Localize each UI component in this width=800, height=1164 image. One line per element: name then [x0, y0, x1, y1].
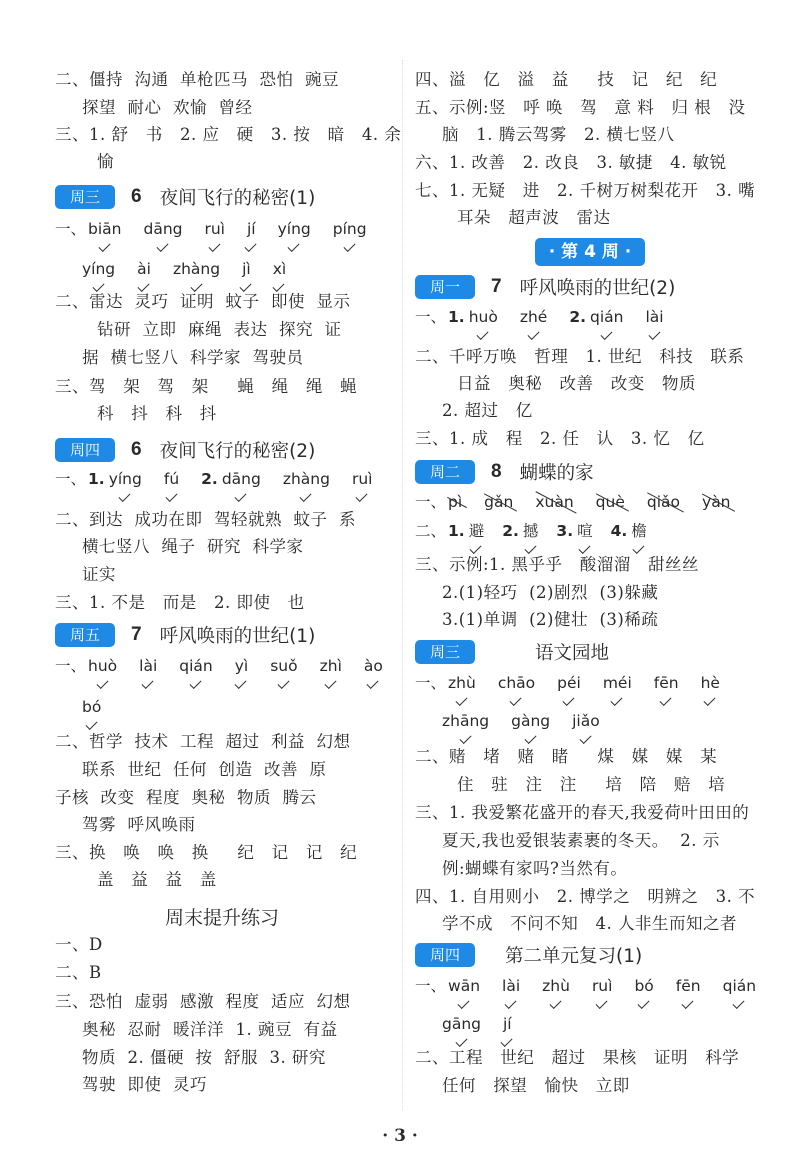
- section-header: [415, 942, 642, 968]
- pinyin-answer-line: [415, 491, 753, 513]
- pinyin-item: méi: [602, 674, 632, 692]
- pinyin-item: yíng: [277, 220, 311, 238]
- pinyin-item: qián: [722, 977, 757, 995]
- answer-line: 学不成 不问不知 4. 人非生而知之者: [442, 914, 737, 933]
- pinyin-item: jì: [242, 260, 251, 278]
- pinyin-answer-line: [442, 1013, 534, 1035]
- question-number: 二、: [415, 522, 447, 540]
- section-header: [55, 437, 315, 463]
- answer-line: 一、D: [55, 935, 103, 954]
- question-number: 一、: [55, 470, 87, 488]
- answer-line: 3.(1)单调 (2)健壮 (3)稀疏: [442, 610, 659, 629]
- answer-line: 二、雷达 灵巧 证明 蚊子 即使 显示: [55, 292, 351, 311]
- pinyin-item: wān: [448, 977, 481, 995]
- answer-line: 夏天,我也爱银装素裹的冬天。 2. 示: [442, 831, 720, 850]
- answer-character: 撼: [522, 522, 539, 540]
- pinyin-answer-line: [415, 975, 778, 997]
- answer-line: 三、驾 架 驾 架 蝇 绳 绳 蝇: [55, 377, 358, 396]
- section-header: [415, 459, 594, 485]
- answer-line: 三、1. 不是 而是 2. 即使 也: [55, 593, 305, 612]
- item-number: 3.: [556, 522, 574, 540]
- pinyin-item: ruì: [204, 220, 225, 238]
- pinyin-answer-line: [82, 696, 123, 718]
- pinyin-item: gǎn: [484, 493, 514, 511]
- page-number: · 3 ·: [382, 1126, 418, 1146]
- pinyin-item: jí: [247, 220, 256, 238]
- answer-line: 脑 1. 腾云驾雾 2. 横七竖八: [442, 125, 675, 144]
- answer-line: 任何 探望 愉快 立即: [442, 1076, 630, 1095]
- item-number: 1.: [88, 470, 105, 488]
- pinyin-item: péi: [557, 674, 581, 692]
- answer-line: 二、工程 世纪 超过 果核 证明 科学: [415, 1048, 740, 1067]
- question-number: 一、: [55, 220, 87, 238]
- pinyin-answer-line: [82, 258, 308, 280]
- pinyin-item: fēn: [675, 977, 701, 995]
- pinyin-item: zhāng: [442, 712, 490, 730]
- answer-line: 住 驻 注 注 培 陪 赔 培: [457, 775, 726, 794]
- answer-line: 三、换 唤 唤 换 纪 记 记 纪: [55, 843, 358, 862]
- item-number: 2.: [502, 522, 519, 540]
- pinyin-answer-line: [415, 672, 742, 694]
- item-number: 2.: [201, 470, 218, 488]
- answer-line: 四、1. 自用则小 2. 博学之 明辨之 3. 不: [415, 887, 756, 906]
- answer-line: 钻研 立即 麻绳 表达 探究 证: [97, 320, 342, 339]
- day-badge: 周五: [55, 623, 115, 647]
- pinyin-item: zhé: [519, 308, 548, 326]
- pinyin-item: biān: [88, 220, 122, 238]
- answer-line: 七、1. 无疑 进 2. 千树万树梨花开 3. 嘴: [415, 181, 756, 200]
- section-title: 周末提升练习: [165, 907, 280, 929]
- pinyin-item: ruì: [591, 977, 613, 995]
- right-column: [415, 0, 775, 1164]
- answer-line: 二、千呼万唤 哲理 1. 世纪 科技 联系: [415, 347, 745, 366]
- question-number: 一、: [415, 308, 447, 326]
- day-badge: 周四: [415, 943, 475, 967]
- pinyin-item: yíng: [82, 260, 116, 278]
- day-badge: 周三: [415, 640, 475, 664]
- answer-line: 证实: [82, 565, 116, 584]
- pinyin-item: bó: [634, 977, 654, 995]
- pinyin-item: xuàn: [535, 493, 574, 511]
- week-banner: · 第 4 周 ·: [535, 238, 645, 266]
- lesson-number: 8: [491, 461, 502, 482]
- pinyin-answer-line: [55, 218, 389, 240]
- pinyin-item: lài: [139, 657, 158, 675]
- answer-line: 五、示例:竖 呼 唤 驾 意 料 归 根 没: [415, 98, 746, 117]
- column-divider: [402, 60, 403, 1110]
- pinyin-answer-line: [55, 655, 405, 677]
- section-header: [415, 274, 675, 300]
- answer-line: 联系 世纪 任何 创造 改善 原: [82, 760, 327, 779]
- question-number: 一、: [415, 977, 447, 995]
- item-number: 1.: [448, 522, 465, 540]
- pinyin-item: qián: [590, 308, 624, 326]
- lesson-number: 6: [131, 186, 142, 207]
- answer-character: 避: [468, 522, 485, 540]
- answer-line: 耳朵 超声波 雷达: [457, 208, 611, 227]
- answer-line: 四、溢 亿 溢 益 技 记 纪 纪: [415, 70, 718, 89]
- answer-line: 三、恐怕 虚弱 感激 程度 适应 幻想: [55, 992, 351, 1011]
- pinyin-item: hè: [700, 674, 720, 692]
- day-badge: 周二: [415, 460, 475, 484]
- lesson-title: 呼风唤雨的世纪(2): [519, 278, 676, 299]
- pinyin-item: gàng: [511, 712, 551, 730]
- lesson-number: 6: [131, 439, 142, 460]
- question-number: 一、: [415, 674, 447, 692]
- pinyin-item: fú: [163, 470, 180, 488]
- pinyin-item: qián: [179, 657, 213, 675]
- pinyin-item: zhàng: [282, 470, 330, 488]
- item-number: 2.: [569, 308, 587, 326]
- pinyin-item: ruì: [351, 470, 373, 488]
- answer-line: 日益 奥秘 改善 改变 物质: [457, 374, 696, 393]
- day-badge: 周一: [415, 275, 475, 299]
- question-number: 一、: [415, 493, 447, 511]
- left-column: [55, 0, 402, 1164]
- section-header: [415, 639, 609, 665]
- pinyin-item: zhì: [319, 657, 342, 675]
- pinyin-item: zhù: [542, 977, 570, 995]
- answer-line: 探望 耐心 欢愉 曾经: [82, 98, 253, 117]
- pinyin-item: jí: [503, 1015, 512, 1033]
- day-badge: 周四: [55, 438, 115, 462]
- lesson-title: 夜间飞行的秘密(2): [159, 441, 316, 462]
- section-header: [55, 184, 315, 210]
- question-number: 一、: [55, 657, 87, 675]
- pinyin-item: dāng: [221, 470, 261, 488]
- pinyin-item: ài: [137, 260, 151, 278]
- pinyin-answer-line: [442, 710, 622, 732]
- lesson-title: 第二单元复习(1): [505, 946, 643, 967]
- answer-line: 据 横七竖八 科学家 驾驶员: [82, 348, 304, 367]
- pinyin-item: yàn: [702, 493, 731, 511]
- pinyin-item: gāng: [442, 1015, 481, 1033]
- pinyin-item: pì: [448, 493, 463, 511]
- answer-line: 愉: [97, 152, 114, 171]
- answer-line: 驾雾 呼风唤雨: [82, 815, 196, 834]
- lesson-number: 7: [491, 276, 502, 297]
- answer-line: 三、示例:1. 黑乎乎 酸溜溜 甜丝丝: [415, 555, 700, 574]
- answer-line: 奥秘 忍耐 暖洋洋 1. 豌豆 有益: [82, 1020, 338, 1039]
- pinyin-item: suǒ: [270, 657, 298, 675]
- pinyin-answer-line: [415, 306, 686, 328]
- answer-line: 二、赌 堵 赌 睹 煤 媒 媒 某: [415, 747, 718, 766]
- answer-character: 喧: [577, 522, 593, 540]
- answer-character: 檐: [631, 522, 647, 540]
- pinyin-item: zhàng: [172, 260, 221, 278]
- answer-line: 例:蝴蝶有家吗?当然有。: [442, 859, 628, 878]
- lesson-title: 呼风唤雨的世纪(1): [159, 626, 316, 647]
- day-badge: 周三: [55, 185, 115, 209]
- pinyin-item: bó: [82, 698, 102, 716]
- answer-line: 2.(1)轻巧 (2)剧烈 (3)躲藏: [442, 583, 659, 602]
- pinyin-item: dāng: [143, 220, 183, 238]
- pinyin-item: yì: [234, 657, 249, 675]
- answer-line: 二、僵持 沟通 单枪匹马 恐怕 豌豆: [55, 70, 339, 89]
- pinyin-item: ào: [363, 657, 383, 675]
- lesson-title: 夜间飞行的秘密(1): [159, 188, 316, 209]
- answer-line: 2. 超过 亿: [442, 401, 533, 420]
- answer-line: 二、B: [55, 963, 102, 982]
- answer-line: 二、哲学 技术 工程 超过 利益 幻想: [55, 732, 351, 751]
- answer-line: 盖 益 益 盖: [97, 870, 217, 889]
- pinyin-item: lài: [502, 977, 521, 995]
- answer-line: 三、1. 成 程 2. 任 认 3. 忆 亿: [415, 429, 705, 448]
- lesson-title: 蝴蝶的家: [519, 463, 594, 484]
- pinyin-item: chāo: [497, 674, 536, 692]
- answer-line: 三、1. 我爱繁花盛开的春天,我爱荷叶田田的: [415, 803, 750, 822]
- lesson-title: 语文园地: [535, 643, 610, 664]
- answer-line: 物质 2. 僵硬 按 舒服 3. 研究: [82, 1048, 326, 1067]
- pinyin-item: fēn: [653, 674, 679, 692]
- pinyin-item: zhù: [448, 674, 476, 692]
- pinyin-item: huò: [88, 657, 118, 675]
- answer-line: 六、1. 改善 2. 改良 3. 敏捷 4. 敏锐: [415, 153, 727, 172]
- answer-line: 三、1. 舒 书 2. 应 硬 3. 按 暗 4. 余: [55, 125, 402, 144]
- pinyin-item: què: [595, 493, 625, 511]
- item-number: 1.: [448, 308, 465, 326]
- lesson-number: 7: [131, 624, 142, 645]
- pinyin-item: huò: [468, 308, 498, 326]
- answer-line: 二、到达 成功在即 驾轻就熟 蚊子 系: [55, 510, 356, 529]
- pinyin-item: xì: [272, 260, 287, 278]
- pinyin-answer-line: [55, 468, 394, 490]
- answer-line: 子核 改变 程度 奥秘 物质 腾云: [55, 788, 317, 807]
- answer-line: 横七竖八 绳子 研究 科学家: [82, 537, 304, 556]
- pinyin-item: lài: [645, 308, 664, 326]
- answer-line: 科 抖 科 抖: [97, 404, 217, 423]
- pinyin-item: píng: [332, 220, 367, 238]
- pinyin-answer-line: [415, 520, 665, 542]
- pinyin-item: yíng: [108, 470, 142, 488]
- item-number: 4.: [610, 522, 628, 540]
- answer-line: 驾驶 即使 灵巧: [82, 1075, 207, 1094]
- pinyin-item: qiǎo: [646, 493, 681, 511]
- pinyin-item: jiǎo: [572, 712, 600, 730]
- section-header: [55, 622, 315, 648]
